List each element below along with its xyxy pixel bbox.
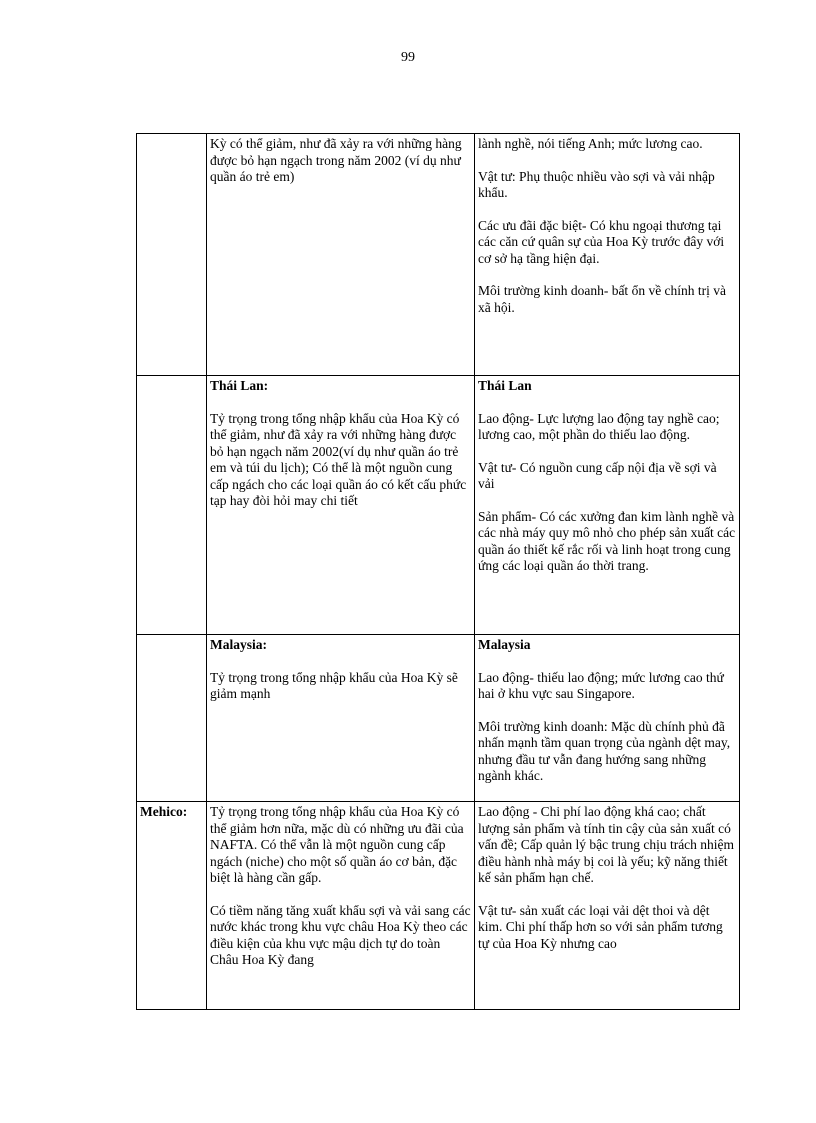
assessment-paragraph: Tỷ trọng trong tổng nhập khẩu của Hoa Kỳ sẽ giảm mạnh [210, 669, 458, 701]
factors-paragraph: lành nghề, nói tiếng Anh; mức lương cao. [478, 136, 703, 151]
country-cell [137, 134, 207, 376]
assessment-paragraph: Tỷ trọng trong tổng nhập khẩu của Hoa Kỳ có thể giảm hơn nữa, mặc dù có những ưu đãi của NAFTA. Có thể vẫn là một nguồn cung cấp ngách (niche) cho một số quần áo cơ bản, đặc biệt là hàng cần gấp. [210, 804, 464, 885]
factors-paragraph: Lao động- Lực lượng lao động tay nghề cao; lương cao, một phần do thiếu lao động. [478, 410, 720, 442]
table-row [137, 635, 740, 802]
country-heading: Malaysia [478, 637, 531, 652]
table-row [137, 802, 740, 1010]
factors-paragraph: Vật tư- sản xuất các loại vải dệt thoi và dệt kim. Chi phí thấp hơn so với sản phẩm tương tự của Hoa Kỳ nhưng cao [478, 902, 723, 951]
table-row [137, 376, 740, 635]
country-comparison-table [136, 133, 740, 1010]
factors-paragraph: Các ưu đãi đặc biệt- Có khu ngoại thương tại các căn cứ quân sự của Hoa Kỳ trước đây với cơ sở hạ tầng hiện đại. [478, 217, 725, 266]
country-heading: Malaysia: [210, 637, 267, 652]
country-label: Mehico: [140, 804, 188, 819]
country-heading: Thái Lan [478, 378, 532, 393]
country-cell [137, 802, 207, 1010]
assessment-cell [207, 376, 475, 635]
table-row [137, 134, 740, 376]
factors-paragraph: Môi trường kinh doanh: Mặc dù chính phủ đã nhấn mạnh tầm quan trọng của ngành dệt may, nhưng đầu tư vẫn đang hướng sang những ngành khác. [478, 718, 731, 783]
factors-cell [475, 376, 740, 635]
country-cell [137, 376, 207, 635]
factors-cell [475, 802, 740, 1010]
assessment-cell [207, 635, 475, 802]
factors-paragraph: Vật tư- Có nguồn cung cấp nội địa về sợi và vải [478, 459, 717, 491]
factors-paragraph: Vật tư: Phụ thuộc nhiều vào sợi và vải nhập khẩu. [478, 168, 715, 200]
factors-paragraph: Môi trường kinh doanh- bất ổn về chính trị và xã hội. [478, 283, 727, 315]
assessment-cell [207, 134, 475, 376]
page-number: 99 [401, 50, 415, 65]
assessment-paragraph: Tỷ trọng trong tổng nhập khẩu của Hoa Kỳ có thể giảm, như đã xảy ra với những hàng được bỏ hạn ngạch năm 2002(ví dụ như quần áo trẻ em và túi du lịch); Có thể là một nguồn cung cấp ngách cho các loại quần áo có kết cấu phức tạp hay đòi hỏi may chi tiết [210, 410, 467, 508]
factors-paragraph: Sản phẩm- Có các xưởng đan kim lành nghề và các nhà máy quy mô nhỏ cho phép sản xuất các quần áo thiết kế rắc rối và linh hoạt trong cung ứng các loại quần áo thời trang. [478, 508, 736, 573]
factors-paragraph: Lao động - Chi phí lao động khá cao; chất lượng sản phẩm và tính tin cậy của sản xuất có vấn đề; Cấp quản lý bậc trung chịu trách nhiệm điều hành nhà máy bị coi là yếu; kỹ năng thiết kế sản phẩm hạn chế. [478, 804, 735, 885]
country-cell [137, 635, 207, 802]
assessment-paragraph: Kỳ có thể giảm, như đã xảy ra với những hàng được bỏ hạn ngạch trong năm 2002 (ví dụ như quần áo trẻ em) [210, 136, 462, 184]
country-heading: Thái Lan: [210, 378, 269, 393]
assessment-cell [207, 802, 475, 1010]
factors-cell [475, 635, 740, 802]
factors-paragraph: Lao động- thiếu lao động; mức lương cao thứ hai ở khu vực sau Singapore. [478, 669, 724, 701]
assessment-paragraph: Có tiềm năng tăng xuất khẩu sợi và vải sang các nước khác trong khu vực châu Hoa Kỳ theo các điều kiện của khu vực mậu dịch tự do toàn Châu Hoa Kỳ đang [210, 902, 471, 967]
factors-cell [475, 134, 740, 376]
